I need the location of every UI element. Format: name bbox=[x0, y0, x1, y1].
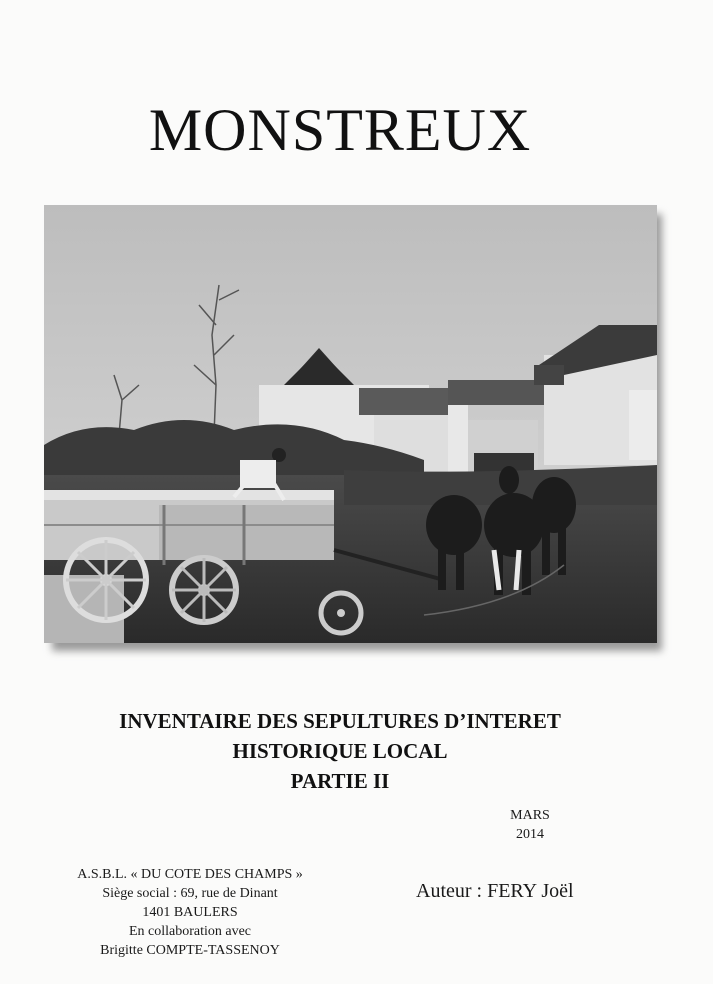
org-city: 1401 BAULERS bbox=[142, 905, 238, 920]
cover-photo bbox=[44, 205, 657, 643]
org-collaboration: En collaboration avec bbox=[128, 924, 252, 939]
date-month: MARS bbox=[510, 808, 550, 823]
date-year: 2014 bbox=[516, 827, 544, 842]
org-address: Siège social : 69, rue de Dinant bbox=[102, 886, 278, 901]
cover-title: MONSTREUX bbox=[148, 97, 532, 163]
heading-line-2: HISTORIQUE LOCAL bbox=[232, 739, 448, 763]
heading-line-1: INVENTAIRE DES SEPULTURES D’INTERET bbox=[119, 709, 561, 733]
cover-heading bbox=[0, 706, 680, 796]
org-name: A.S.B.L. « DU COTE DES CHAMPS » bbox=[77, 867, 303, 882]
organization-block bbox=[40, 865, 340, 960]
publication-date bbox=[485, 806, 575, 844]
heading-line-3: PARTIE II bbox=[290, 769, 390, 793]
author-credit: Auteur : FERY Joël bbox=[416, 880, 574, 902]
org-collaborator: Brigitte COMPTE-TASSENOY bbox=[100, 943, 280, 958]
farm-cart-horses-photo bbox=[44, 205, 657, 643]
